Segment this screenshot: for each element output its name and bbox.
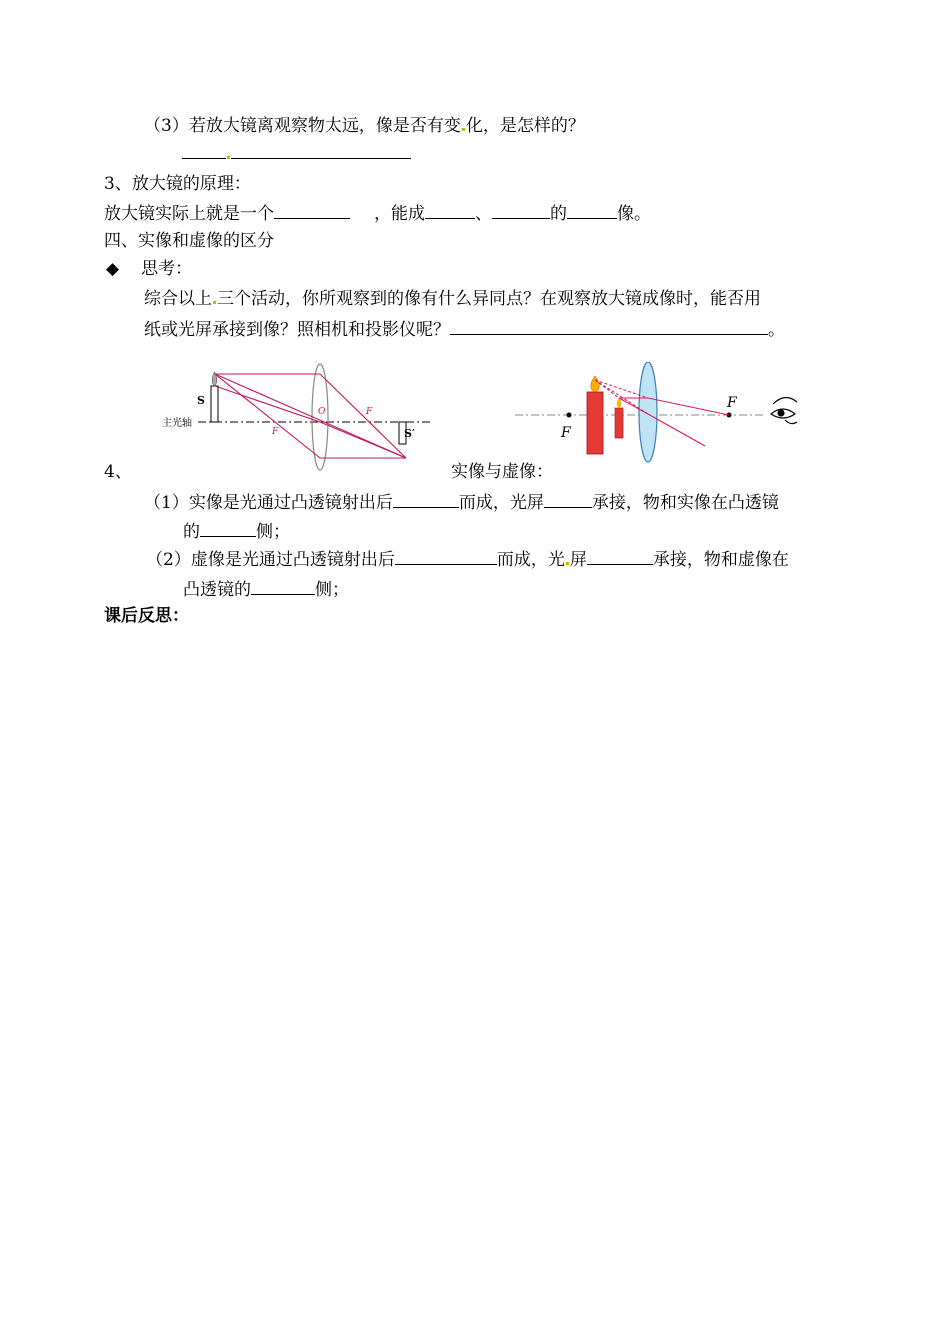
bullet-icon: ◆ bbox=[106, 259, 120, 279]
mark-dot bbox=[566, 562, 569, 565]
flame-icon bbox=[617, 398, 622, 408]
blank-lens-type[interactable] bbox=[274, 200, 350, 219]
eye-icon bbox=[771, 397, 797, 423]
answer-blank[interactable] bbox=[231, 140, 411, 159]
center-label: O bbox=[318, 407, 326, 417]
blank-virtual-3[interactable] bbox=[251, 576, 315, 595]
text-span: 放大镜实际上就是一个 bbox=[104, 204, 274, 224]
light-rays bbox=[215, 374, 406, 458]
blank-real-1[interactable] bbox=[393, 489, 459, 508]
mark-dot bbox=[227, 156, 230, 159]
blank-real-2[interactable] bbox=[544, 489, 592, 508]
focus-label-left: F bbox=[272, 427, 279, 437]
text-span: 屏 bbox=[569, 550, 587, 570]
question-3-text-end: 化，是怎样的？ bbox=[465, 116, 585, 136]
focus-label-left: F bbox=[561, 425, 571, 441]
text-span: 纸或光屏承接到像？照相机和投影仪呢？ bbox=[144, 320, 450, 340]
text-span: （1）实像是光通过凸透镜射出后 bbox=[144, 493, 393, 513]
focus-point-left bbox=[567, 413, 572, 418]
section-3-heading: 3、放大镜的原理： bbox=[104, 174, 251, 194]
text-span: 侧； bbox=[256, 522, 290, 542]
virtual-image-diagram bbox=[515, 362, 805, 467]
text-span: 、 bbox=[475, 204, 492, 224]
blank-2[interactable] bbox=[492, 200, 550, 219]
text-span: 承接，物和实像在凸透镜 bbox=[591, 493, 779, 513]
item-4-title: 实像与虚像： bbox=[451, 462, 553, 482]
after-class-reflection-heading: 课后反思： bbox=[104, 606, 189, 626]
focus-label-right: F bbox=[727, 395, 737, 411]
focus-label-right: F bbox=[366, 407, 373, 417]
think-label: 思考： bbox=[141, 259, 193, 279]
text-span: 。 bbox=[768, 320, 785, 340]
virtual-image-candle bbox=[587, 392, 603, 454]
text-span: 而成，光 bbox=[496, 550, 565, 570]
real-image-diagram bbox=[160, 362, 435, 477]
virtual-image-line-2 bbox=[183, 576, 349, 602]
blank-virtual-1[interactable] bbox=[395, 546, 497, 565]
text-span: 三个活动，你所观察到的像有什么异同点？在观察放大镜成像时，能否用 bbox=[217, 289, 761, 309]
question-3-answer bbox=[182, 140, 411, 166]
blank-1[interactable] bbox=[425, 200, 475, 219]
section-3-paragraph bbox=[104, 200, 651, 226]
blank-3[interactable] bbox=[567, 200, 617, 219]
question-3-text: 若放大镜离观察物太远，像是否有变 bbox=[188, 116, 461, 136]
flame-icon bbox=[591, 376, 599, 392]
section-4-heading: 四、实像和虚像的区分 bbox=[104, 231, 274, 251]
real-image-line-1 bbox=[144, 489, 779, 515]
text-span: 的 bbox=[550, 204, 567, 224]
item-4-number: 4、 bbox=[104, 462, 132, 482]
question-3 bbox=[144, 114, 585, 138]
text-span: 凸透镜的 bbox=[183, 580, 251, 600]
answer-blank[interactable] bbox=[450, 316, 768, 335]
virtual-image-line-1 bbox=[146, 546, 789, 572]
object-label: S bbox=[197, 394, 205, 407]
image-label: S′ bbox=[404, 427, 415, 440]
text-span: 像。 bbox=[617, 204, 651, 224]
answer-blank[interactable] bbox=[182, 140, 226, 159]
real-image-line-2 bbox=[183, 518, 290, 544]
blank-virtual-2[interactable] bbox=[587, 546, 653, 565]
axis-label: 主光轴 bbox=[162, 418, 192, 429]
mark-dot bbox=[462, 128, 465, 131]
object-candle bbox=[211, 386, 218, 422]
text-span: ，能成 bbox=[374, 204, 425, 224]
question-3-prefix: （3） bbox=[144, 116, 189, 136]
blank-real-3[interactable] bbox=[200, 518, 256, 537]
text-span: 侧； bbox=[315, 580, 349, 600]
text-span: （2）虚像是光通过凸透镜射出后 bbox=[146, 550, 395, 570]
text-span: 的 bbox=[183, 522, 200, 542]
text-span: 而成，光屏 bbox=[458, 493, 544, 513]
light-rays bbox=[619, 398, 729, 446]
text-span: 综合以上 bbox=[144, 289, 212, 309]
think-line-1 bbox=[144, 287, 761, 311]
think-row bbox=[106, 257, 192, 281]
convex-lens bbox=[639, 362, 657, 462]
object-candle bbox=[615, 408, 623, 438]
text-span: 承接，物和虚像在 bbox=[652, 550, 789, 570]
mark-dot bbox=[213, 301, 216, 304]
think-line-2 bbox=[144, 316, 785, 342]
